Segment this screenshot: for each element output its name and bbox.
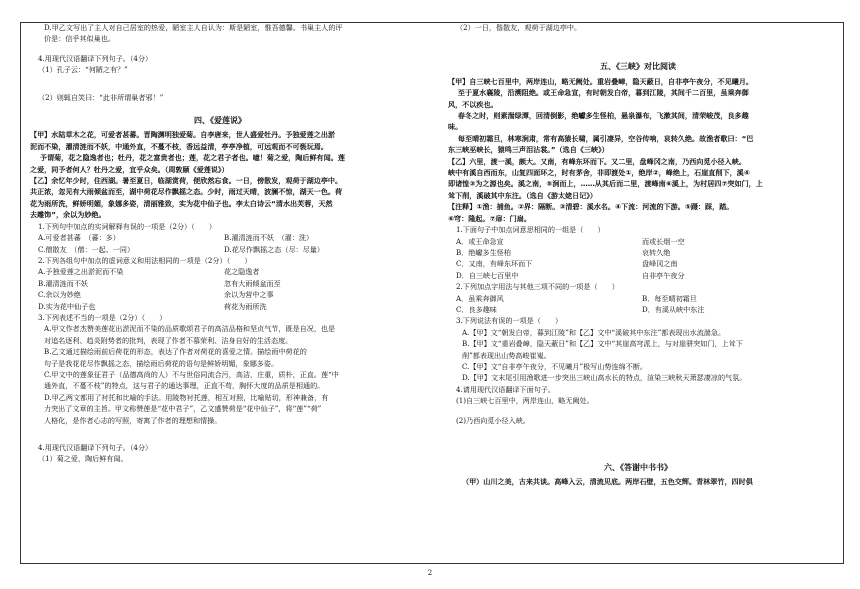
option: B．绝巘多生怪柏 [456,247,511,257]
text-line: 之爱，同予者何人？牡丹之爱，宜乎众矣。（周敦颐《爱莲说》） [30,164,229,174]
text-line: 【注释】①渔：捕鱼。②界：隔断。③清碧：溪水名。④下流：河流的下游。⑤蹑：踩，踏。 [448,202,734,212]
option: C.余以为妙绝 [38,290,81,300]
section3-option-d [30,22,410,45]
question-4: 4.请用现代汉语翻译下面句子。 [456,384,555,394]
option: C．又南，有峰东环而下 [456,259,533,269]
question-1: 1.下列句中加点的实词解释有误的一项是（2分）（ ） [38,221,216,231]
question-2: 2.下列各组句中加点的虚词意义和用法相同的一项是（2分）（ ） [38,255,252,265]
text-line: A.【甲】文“朝发白帝，暮到江陵”和【乙】文中“溪破其中东注”都表现出水流湍急。 [462,327,726,337]
text-line: 东三峡巫峡长，猿鸣三声泪沾裳。”（选自《三峡》） [448,145,609,155]
text-line: 春冬之时，则素湍绿潭，回清倒影，绝巘多生怪柏，悬泉瀑布，飞漱其间，清荣峻茂，良多趣 [448,111,749,121]
option: A．虽乘奔御风 [456,293,504,303]
question-1-options [448,236,828,282]
text-line: 【甲】自三峡七百里中，两岸连山，略无阙处。重岩叠嶂，隐天蔽日，自非亭午夜分，不见曦月。 [448,76,754,86]
option: 忽有大雨倾盆而至 [224,278,281,288]
option: D．有溪从峡中东注 [642,304,705,314]
section6-passage: （甲）山川之美，古来共谈。高峰入云，清流见底。两岸石壁，五色交辉。青林翠竹，四时俱 [462,477,753,487]
text-line: 每至晴初霜旦，林寒涧肃，常有高猿长啸，属引凄异，空谷传响，哀转久绝。故渔者歌曰：“巴 [448,133,754,143]
text-line: 【甲】水陆草木之花，可爱者甚蕃。晋陶渊明独爱菊。自李唐来，世人盛爱牡丹。予独爱莲之出淤 [30,130,336,140]
annotations [448,201,828,224]
text-line: 味。 [448,122,463,132]
passage-yi [448,156,828,202]
question-1-options [30,232,410,255]
option: 余以为营中之事 [224,290,274,300]
text-line: 【乙】余忆年少时，住西湖。暑至夏日，临湖赏荷，便欣然忘食。一日，傍散发，观荷于湖边亭中。 [30,176,343,186]
text-line: 削”都表现出山势高峻崔嵬。 [462,350,551,360]
option: 自非亭午夜分 [642,270,685,280]
question-1: 1.下面句子中加点词意思相同的一组是（ ） [456,225,605,235]
q4-item-1: （1）孔子云：“何陋之有？” [38,65,128,75]
text-line: 峡中有溪自西而东，山复四面环之，时有茅舍，非即渡处①，绝岸②，峰绝上，石崖直削下，溪④ [448,168,750,178]
text-line: 泥而不染，濯清涟而不妖，中通外直，不蔓不枝，香远益清，亭亭净植，可远观而不可亵玩焉。 [30,141,328,151]
text-line: B.【甲】文“重岩叠嶂，隐天蔽日”和【乙】文中“其崖高穹派上，与对崖骈突如门，上耸下 [462,339,743,349]
option-row [30,232,410,243]
text-line: D.甲乙文写出了主人对自己居室的热爱，陋室主人自认为：斯是陋室，惟吾德馨。书巢主人的评 [44,23,343,32]
option: 而或长烟一空 [642,236,685,246]
question-4: 4.用现代汉语翻译下列句子。（4分） [38,443,153,452]
option: C．良多趣味 [456,304,497,314]
option-row [448,270,828,281]
option: 盘峰冈之南 [642,259,678,269]
option: 荷花为雨所洗 [224,301,267,311]
text-line: 去雕饰”，余以为妙绝。 [30,210,106,220]
question-2-options [448,293,828,316]
question-3-options [30,323,410,426]
text-line: 人格化，是作者心志的写照，寄寓了作者的理想和情操。 [44,415,222,425]
option: D.实为花中仙子也 [38,301,96,311]
option-row [448,293,828,304]
text-line: 对追名逐利、趋炎附势者的批判，表现了作者不慕荣利、洁身自好的生活态度。 [44,335,293,345]
option-row [30,301,410,312]
option-row [448,304,828,315]
text-line: 花为雨所洗，鲜娇明媚，象娜多姿，清丽雅致，实为花中仙子也。李太白诗云“清水出芙蓉，天然 [30,198,333,208]
page-number: 2 [427,569,433,577]
text-line: C.甲文中的莲象征君子（品德高尚的人）不与世俗同流合污，高洁，庄重，质朴，正直。莲“中 [44,369,339,379]
text-line: ⑥穹：隆起。⑦扉：门扇。 [448,213,531,223]
question-4-item-1: （1）菊之爱，陶后鲜有闻。 [38,454,128,464]
question-3: 3.下列说法有误的一项是（ ） [456,316,563,326]
question-3-options [448,327,828,384]
text-line: 至于夏水襄陵，沿溯阻绝。或王命急宣，有时朝发白帝，暮到江陵，其间千二百里，虽乘奔御 [448,88,749,98]
left-column [30,22,410,465]
q4-item-2: （2）则辄自笑曰：“此非所谓巢者邪！” [38,92,164,102]
option: A．或王命急宣 [456,236,504,246]
text-line: 通外直，不蔓不枝”的特点，这与君子的通达事理，正直不苟，胸怀大度的品质是相通的。 [44,381,325,391]
option: D.花尽作飘摇之态（尽：尽量） [224,244,324,254]
option: B.濯清涟而不妖 （濯：洗） [224,233,314,243]
section4-title: 四、《爱莲说》 [194,115,246,126]
text-line: 即诸惶③为之源也矣。溪之南，⑤涧而上，……从其后而二里，渡峰南⑥溪上，为村居四⑦突如门，上 [448,179,763,189]
option: A.可爱者甚蕃 （蕃：多） [38,233,120,243]
option: 花之隐逸者 [224,267,260,277]
section6-title: 六、《答谢中书书》 [604,462,672,472]
option: B．每至晴初霜旦 [642,293,697,303]
option-row [30,278,410,289]
text-line: 耸下削，溪破其中东注。（选自《游太姥日记》） [448,190,597,200]
text-line: C.【甲】文“自非亭午夜分，不见曦月”极写山势连绵不断。 [462,361,647,371]
question-2: 2.下列加点字用法与其他三项不同的一项是（ ） [456,282,619,292]
option-row [30,244,410,255]
section5-title: 五、《三峡》对比阅读 [600,61,676,72]
option-row [30,289,410,300]
question-4-item-2: (2)乃西向觅小径入峡。 [456,415,530,425]
text-line: 予谓菊，花之隐逸者也；牡丹，花之富贵者也；莲，花之君子者也。噫！菊之爱，陶后鲜有闻。莲 [30,153,345,163]
question-3: 3.下列表述不当的一项是（2分）（ ） [38,312,167,322]
text-line: 风，不以疾也。 [448,99,498,109]
text-line: D.甲乙两文都用了衬托和比喻的手法。用陵物衬托莲，相互对照，比喻贴切，形神兼备，有 [44,392,329,402]
text-line: A.甲文作者杰赞美莲花出淤泥而不染的品质歌颂君子的高洁品格和坚贞气节，既是自况，也是 [44,324,336,334]
option: C.僧散友 （僧：一起、一同） [38,244,135,254]
passage-yi [30,175,410,221]
option-row [30,266,410,277]
option-row [448,236,828,247]
option: D．自三峡七百里中 [456,270,519,280]
text-line: 【乙】六里，渡一溪，颇大。又南，有峰东环而下。又二里，盘峰冈之南，乃西向觅小径入峡。 [448,156,746,166]
passage-jia [448,76,828,156]
question-2-options [30,266,410,312]
passage-jia [30,129,410,175]
option: A.予独爱莲之出淤泥而不染 [38,267,124,277]
text-line: 力突出了文章的主旨。甲文称赞莲是“花中君子”，乙文盛赞荷是“花中仙子”，将“莲”“荷” [44,404,322,414]
text-line: 句子是我花花尽作飘摇之态，描绘雨后荷花的语句是鲜娇明媚，象娜多姿。 [44,358,279,368]
q4-item-2-continued: （2）一日，偕散友，观荷于湖边亭中。 [456,23,582,32]
text-line: B.乙文通过描绘雨前后荷花的形态，表达了作者对荷花的喜爱之情。描绘雨中荷花的 [44,347,307,357]
right-column [448,22,828,488]
q4-translate-heading: 4.用现代汉语翻译下列句子。（4分） [38,53,153,63]
option-row [448,247,828,258]
option: 哀转久绝 [642,247,671,257]
text-line: 价是：信乎其似巢也。 [44,34,115,44]
option: B.濯清涟而不妖 [38,278,89,288]
text-line: D.【甲】文末尾引用渔歌进一步突出三峡山高水长的特点，渲染三峡秋天萧瑟凄凉的气氛。 [462,373,747,383]
question-4-item-1: (1)自三峡七百里中，两岸连山，略无阙处。 [456,396,594,406]
option-row [448,258,828,269]
text-line: 共正浓，忽见有大雨倾盆而至，湖中荷花尽作飘摇之态。少时，雨过天晴，波澜不惊，湖天一色。荷 [30,187,343,197]
